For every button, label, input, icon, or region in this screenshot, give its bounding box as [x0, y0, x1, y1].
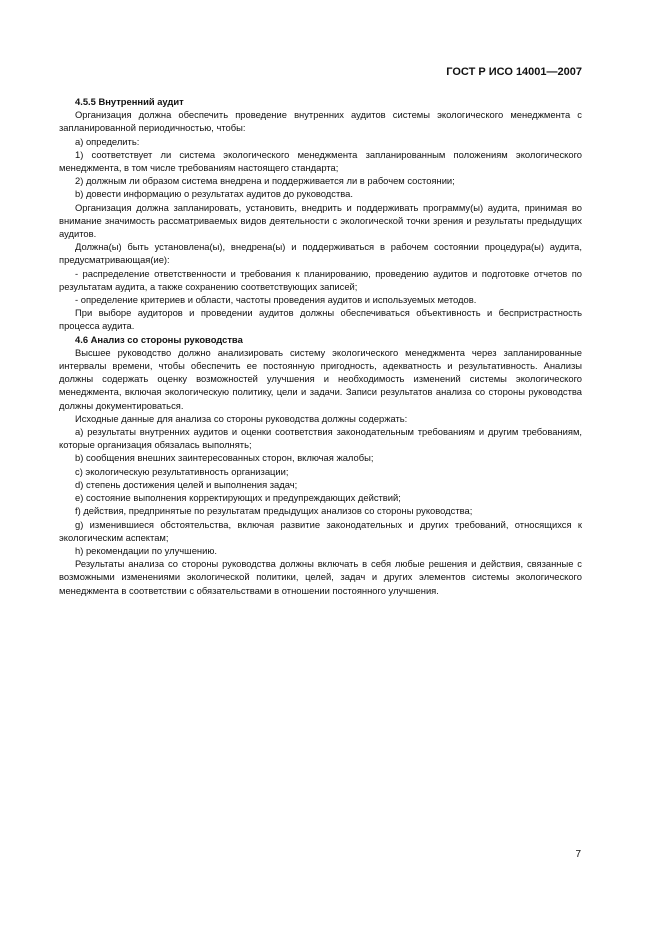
- paragraph: 2) должным ли образом система внедрена и поддерживается ли в рабочем состоянии;: [75, 175, 455, 187]
- paragraph: e) состояние выполнения корректирующих и предупреждающих действий;: [75, 492, 401, 504]
- paragraph: f) действия, предпринятые по результатам предыдущих анализов со стороны руководства;: [75, 505, 473, 517]
- paragraph: При выборе аудиторов и проведении аудитов должны обеспечиваться объективность и беспристрастность процесса аудита.: [59, 307, 582, 332]
- paragraph: а) определить:: [75, 135, 140, 147]
- paragraph: Организация должна обеспечить проведение внутренних аудитов системы экологического менеджмента с запланированной периодичностью, чтобы:: [59, 109, 582, 134]
- paragraph: - распределение ответственности и требования к планированию, проведению аудитов и подготовке отчетов по результатам аудита, а также сохранению соответствующих записей;: [59, 267, 582, 292]
- paragraph: a) результаты внутренних аудитов и оценки соответствия законодательным требованиям и другим требованиям, которые организация обязалась выполнять;: [59, 426, 582, 451]
- paragraph: g) изменившиеся обстоятельства, включая развитие законодательных и других требований, относящихся к экологическим аспектам;: [59, 518, 582, 543]
- paragraph: b) сообщения внешних заинтересованных сторон, включая жалобы;: [75, 452, 374, 464]
- paragraph: c) экологическую результативность организации;: [75, 465, 289, 477]
- paragraph: Высшее руководство должно анализировать систему экологического менеджмента через запланированные интервалы времени, чтобы обеспечить ее постоянную пригодность, адекватность и результативность. Анализы должны содержать оценку возможностей улучшения и необходимость изменений системы экологического менеджмента, включая экологическую политику, цели и задачи. Записи результатов анализа со стороны руководства должны документироваться.: [59, 346, 582, 411]
- paragraph: 1) соответствует ли система экологического менеджмента запланированным положениям экологического менеджмента, в том числе требованиям настоящего стандарта;: [59, 148, 582, 174]
- paragraph: b) довести информацию о результатах аудитов до руководства.: [75, 188, 353, 200]
- paragraph: Исходные данные для анализа со стороны руководства должны содержать:: [75, 412, 408, 424]
- section-heading: 4.6 Анализ со стороны руководства: [75, 333, 243, 345]
- paragraph: Результаты анализа со стороны руководства должны включать в себя любые решения и действия, связанные с возможными изменениями экологической политики, целей, задач и других элементов системы экологического менеджмента в соответствии с обязательствами в отношении постоянного улучшения.: [59, 558, 582, 596]
- document-body: [59, 95, 582, 597]
- paragraph: - определение критериев и области, частоты проведения аудитов и используемых методов.: [75, 294, 477, 306]
- paragraph: d) степень достижения целей и выполнения задач;: [75, 478, 298, 490]
- document-code: ГОСТ Р ИСО 14001—2007: [446, 66, 582, 78]
- paragraph: Организация должна запланировать, установить, внедрить и поддерживать программу(ы) аудита, принимая во внимание значимость рассматриваемых видов деятельности с экологической точки зрения и результаты предыдущих аудитов.: [59, 201, 582, 240]
- paragraph: Должна(ы) быть установлена(ы), внедрена(ы) и поддерживаться в рабочем состоянии процедура(ы) аудита, предусматривающая(ие):: [59, 241, 582, 266]
- paragraph: h) рекомендации по улучшению.: [75, 544, 217, 556]
- section-heading: 4.5.5 Внутренний аудит: [75, 96, 184, 107]
- page-number: 7: [575, 849, 581, 860]
